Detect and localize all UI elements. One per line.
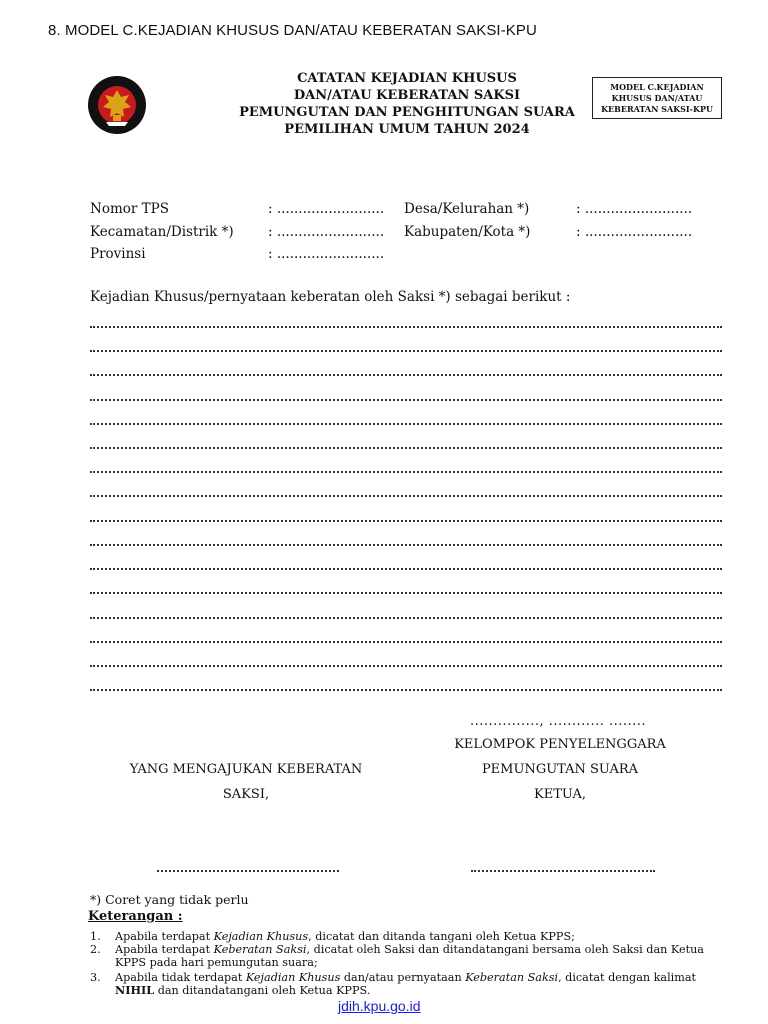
writing-line[interactable] <box>90 350 722 352</box>
writing-line[interactable] <box>90 689 722 691</box>
writing-line[interactable] <box>90 495 722 497</box>
kpu-logo <box>86 70 148 140</box>
keterangan-title: Keterangan : <box>88 909 183 924</box>
writing-line[interactable] <box>90 423 722 425</box>
model-code-box <box>592 77 722 119</box>
item-text: dan/atau pernyataan <box>340 971 466 984</box>
footer-link[interactable]: jdih.kpu.go.id <box>338 998 421 1014</box>
item-text: , dicatat oleh Saksi dan ditandatangani bersama oleh Saksi dan Ketua KPPS pada hari pemungutan suara; <box>115 943 704 969</box>
item-number: 1. <box>90 930 101 943</box>
value-kabupaten[interactable]: : ......................... <box>576 224 693 240</box>
writing-line[interactable] <box>90 399 722 401</box>
value-nomor-tps[interactable]: : ......................... <box>268 201 385 217</box>
right-sign-line-1: KELOMPOK PENYELENGGARA <box>454 737 666 752</box>
kpu-logo-emblem <box>86 70 148 140</box>
place-date-field[interactable]: ..............., ............ ........ <box>470 714 647 729</box>
item-emphasis: Keberatan Saksi <box>465 971 559 984</box>
label-nomor-tps: Nomor TPS <box>90 201 169 217</box>
item-text: dan ditandatangani oleh Ketua KPPS. <box>154 984 371 997</box>
title-line-4: PEMILIHAN UMUM TAHUN 2024 <box>284 122 530 137</box>
right-sign-line-3: KETUA, <box>534 787 586 802</box>
section-heading: 8. MODEL C.KEJADIAN KHUSUS DAN/ATAU KEBERATAN SAKSI-KPU <box>48 22 537 39</box>
keterangan-item-3 <box>90 971 730 997</box>
title-line-3: PEMUNGUTAN DAN PENGHITUNGAN SUARA <box>239 105 575 120</box>
footnote: *) Coret yang tidak perlu <box>90 892 249 907</box>
writing-line[interactable] <box>90 520 722 522</box>
item-emphasis: Kejadian Khusus <box>245 971 341 984</box>
item-text: , dicatat dengan kalimat <box>558 971 697 984</box>
right-sign-line-2: PEMUNGUTAN SUARA <box>481 762 639 777</box>
keterangan-item-1 <box>90 930 730 943</box>
label-desa: Desa/Kelurahan *) <box>404 201 530 217</box>
model-box-line-1: MODEL C.KEJADIAN <box>610 82 704 92</box>
value-desa[interactable]: : ......................... <box>576 201 693 217</box>
writing-line[interactable] <box>90 568 722 570</box>
item-text: Apabila tidak terdapat <box>115 971 246 984</box>
item-emphasis: Keberatan Saksi <box>213 943 307 956</box>
left-sign-line-1: YANG MENGAJUKAN KEBERATAN <box>129 762 363 777</box>
model-box-line-3: KEBERATAN SAKSI-KPU <box>601 104 713 114</box>
item-number: 3. <box>90 971 101 984</box>
item-strong: NIHIL <box>115 983 155 997</box>
item-text: , dicatat dan ditanda tangani oleh Ketua KPPS; <box>308 930 575 943</box>
label-kabupaten: Kabupaten/Kota *) <box>404 224 531 240</box>
writing-line[interactable] <box>90 665 722 667</box>
label-kecamatan: Kecamatan/Distrik *) <box>90 224 234 240</box>
writing-line[interactable] <box>90 471 722 473</box>
writing-line[interactable] <box>90 447 722 449</box>
item-text: Apabila terdapat <box>115 943 214 956</box>
writing-line[interactable] <box>90 641 722 643</box>
writing-line[interactable] <box>90 326 722 328</box>
item-number: 2. <box>90 943 101 956</box>
ketua-signature-line[interactable] <box>471 870 655 872</box>
writing-line[interactable] <box>90 592 722 594</box>
title-line-1: CATATAN KEJADIAN KHUSUS <box>297 71 517 86</box>
value-kecamatan[interactable]: : ......................... <box>268 224 385 240</box>
item-emphasis: Kejadian Khusus <box>213 930 309 943</box>
title-line-2: DAN/ATAU KEBERATAN SAKSI <box>293 88 521 103</box>
statement-intro: Kejadian Khusus/pernyataan keberatan oleh Saksi *) sebagai berikut : <box>90 289 571 305</box>
model-box-line-2: KHUSUS DAN/ATAU <box>611 93 703 103</box>
keterangan-item-2 <box>90 943 730 969</box>
label-provinsi: Provinsi <box>90 246 146 262</box>
value-provinsi[interactable]: : ......................... <box>268 246 385 262</box>
writing-line[interactable] <box>90 617 722 619</box>
item-text: Apabila terdapat <box>115 930 214 943</box>
writing-line[interactable] <box>90 374 722 376</box>
saksi-signature-line[interactable] <box>157 870 339 872</box>
document-title <box>232 70 582 138</box>
left-sign-line-2: SAKSI, <box>222 787 270 802</box>
writing-line[interactable] <box>90 544 722 546</box>
